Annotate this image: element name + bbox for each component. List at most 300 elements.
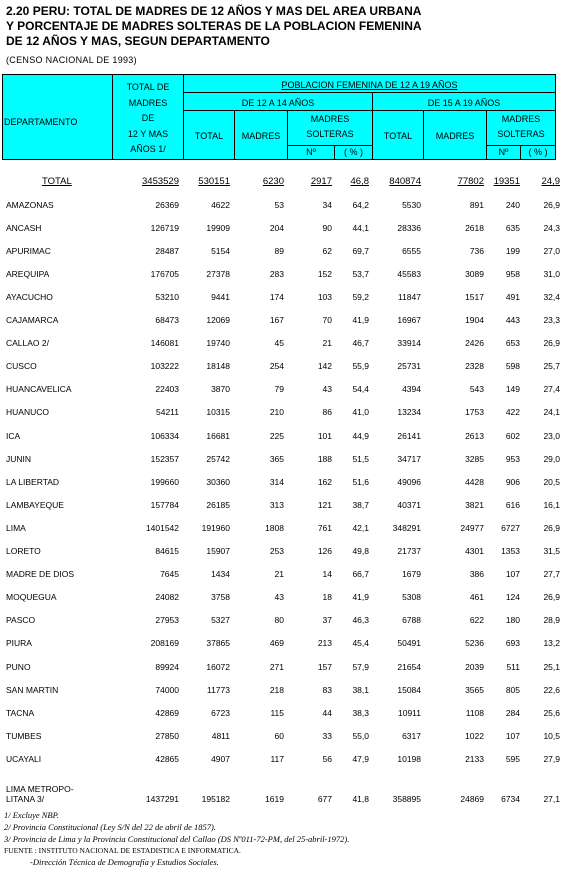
- table-row: [0, 540, 560, 563]
- value-cell: 23,3: [543, 315, 560, 326]
- value-cell: 157784: [150, 499, 179, 510]
- value-cell: 176705: [150, 268, 179, 279]
- value-cell: 53,7: [352, 268, 369, 279]
- value-cell: 15084: [397, 684, 421, 695]
- value-cell: 24977: [460, 522, 484, 533]
- value-cell: 16,1: [543, 499, 560, 510]
- value-cell: 84615: [155, 546, 179, 557]
- footnote-3: 3/ Provincia de Lima y la Provincia Constitucional del Callao (DS Nº011-72-PM, del 25-abril-1972).: [4, 833, 350, 844]
- table-row: [0, 216, 560, 239]
- value-cell: 530151: [198, 176, 230, 188]
- department-cell: AMAZONAS: [6, 199, 54, 210]
- value-cell: 115: [270, 707, 284, 718]
- department-cell: APURIMAC: [6, 245, 51, 256]
- value-cell: 635: [505, 222, 520, 233]
- department-cell: TACNA: [6, 707, 35, 718]
- value-cell: 14: [322, 569, 332, 580]
- value-cell: 53210: [155, 292, 179, 303]
- value-cell: 86: [322, 407, 332, 418]
- value-cell: 74000: [155, 684, 179, 695]
- department-cell: TUMBES: [6, 730, 42, 741]
- value-cell: 21737: [397, 546, 421, 557]
- value-cell: 45,4: [352, 638, 369, 649]
- value-cell: 46,8: [350, 176, 369, 188]
- header-total-madres: TOTAL DE MADRES DE 12 Y MAS AÑOS 1/: [126, 82, 170, 154]
- value-cell: 27378: [206, 268, 230, 279]
- value-cell: 1434: [211, 569, 230, 580]
- value-cell: 5530: [402, 199, 421, 210]
- value-cell: 5308: [402, 592, 421, 603]
- department-cell: MOQUEGUA: [6, 592, 57, 603]
- department-cell: MADRE DE DIOS: [6, 569, 75, 580]
- value-cell: 45: [274, 338, 284, 349]
- value-cell: 358895: [392, 794, 421, 805]
- table-row: [0, 355, 560, 378]
- value-cell: 25742: [206, 453, 230, 464]
- header-madres-12-14: MADRES: [241, 131, 281, 141]
- table-row: [0, 309, 560, 332]
- value-cell: 25,1: [543, 661, 560, 672]
- footnote-1: 1/ Excluye NBP.: [4, 810, 59, 820]
- table-header: [2, 74, 556, 160]
- value-cell: 906: [505, 476, 520, 487]
- value-cell: 283: [269, 268, 284, 279]
- value-cell: 20,5: [543, 476, 560, 487]
- value-cell: 44,9: [352, 430, 369, 441]
- value-cell: 54211: [155, 407, 179, 418]
- department-cell: JUNIN: [6, 453, 32, 464]
- value-cell: 25,6: [543, 707, 560, 718]
- value-cell: 677: [317, 794, 332, 805]
- total-row: [0, 170, 560, 193]
- value-cell: 157: [317, 661, 332, 672]
- value-cell: 2039: [465, 661, 484, 672]
- value-cell: 107: [505, 730, 520, 741]
- department-cell: AREQUIPA: [6, 268, 50, 279]
- value-cell: 10198: [397, 753, 421, 764]
- value-cell: 254: [269, 361, 284, 372]
- value-cell: 28487: [155, 245, 179, 256]
- value-cell: 146081: [150, 338, 179, 349]
- value-cell: 22,6: [543, 684, 560, 695]
- value-cell: 26,9: [543, 522, 560, 533]
- value-cell: 162: [317, 476, 332, 487]
- value-cell: 653: [505, 338, 520, 349]
- value-cell: 27,0: [543, 245, 560, 256]
- value-cell: 27,1: [543, 794, 560, 805]
- value-cell: 51,6: [352, 476, 369, 487]
- value-cell: 49096: [397, 476, 421, 487]
- department-cell: CUSCO: [6, 361, 37, 372]
- table-row: [0, 563, 560, 586]
- value-cell: 1401542: [145, 522, 179, 533]
- table-row-lima-metropolitana: [0, 770, 560, 805]
- value-cell: 2613: [465, 430, 484, 441]
- value-cell: 142: [317, 361, 332, 372]
- table-row: [0, 493, 560, 516]
- value-cell: 16072: [206, 661, 230, 672]
- department-cell: LIMA: [6, 522, 26, 533]
- footnote-2: 2/ Provincia Constitucional (Ley S/N del 22 de abril de 1857).: [4, 821, 216, 832]
- value-cell: 64,2: [352, 199, 369, 210]
- value-cell: 622: [469, 615, 484, 626]
- value-cell: 90: [322, 222, 332, 233]
- value-cell: 121: [317, 499, 332, 510]
- value-cell: 13,2: [543, 638, 560, 649]
- value-cell: 6734: [501, 794, 520, 805]
- value-cell: 24,1: [543, 407, 560, 418]
- value-cell: 4907: [211, 753, 230, 764]
- table-row: [0, 516, 560, 539]
- table-row: [0, 609, 560, 632]
- value-cell: 117: [270, 753, 284, 764]
- table-row: [0, 262, 560, 285]
- value-cell: 18148: [206, 361, 230, 372]
- value-cell: 51,5: [352, 453, 369, 464]
- value-cell: 4811: [211, 730, 230, 741]
- value-cell: 210: [269, 407, 284, 418]
- value-cell: 386: [469, 569, 484, 580]
- value-cell: 54,4: [352, 384, 369, 395]
- value-cell: 2618: [465, 222, 484, 233]
- value-cell: 240: [505, 199, 520, 210]
- table-row: [0, 747, 560, 770]
- header-grupo-15-19: DE 15 A 19 AÑOS: [427, 98, 501, 108]
- value-cell: 16681: [206, 430, 230, 441]
- header-numero-12-14: Nº: [306, 147, 316, 157]
- value-cell: 6788: [402, 615, 421, 626]
- value-cell: 38,7: [352, 499, 369, 510]
- table-row: [0, 724, 560, 747]
- value-cell: 253: [269, 546, 284, 557]
- table-row: [0, 332, 560, 355]
- header-departamento: DEPARTAMENTO: [4, 117, 78, 127]
- value-cell: 27,7: [543, 569, 560, 580]
- table-row: [0, 701, 560, 724]
- value-cell: 59,2: [352, 292, 369, 303]
- department-cell: PASCO: [6, 615, 36, 626]
- department-cell: HUANUCO: [6, 407, 49, 418]
- value-cell: 2328: [465, 361, 484, 372]
- department-cell: CAJAMARCA: [6, 315, 59, 326]
- table-row: [0, 378, 560, 401]
- value-cell: 174: [269, 292, 284, 303]
- data-table: [0, 170, 560, 805]
- value-cell: 15907: [206, 546, 230, 557]
- value-cell: 6723: [211, 707, 230, 718]
- value-cell: 204: [269, 222, 284, 233]
- value-cell: 1904: [465, 315, 484, 326]
- table-row: [0, 401, 560, 424]
- value-cell: 68473: [155, 315, 179, 326]
- value-cell: 27850: [155, 730, 179, 741]
- value-cell: 126: [317, 546, 332, 557]
- header-total-12-14: TOTAL: [194, 131, 224, 141]
- department-cell: LAMBAYEQUE: [6, 499, 64, 510]
- value-cell: 348291: [392, 522, 421, 533]
- value-cell: 422: [505, 407, 520, 418]
- value-cell: 26185: [206, 499, 230, 510]
- value-cell: 34717: [397, 453, 421, 464]
- value-cell: 199: [505, 245, 520, 256]
- value-cell: 55,9: [352, 361, 369, 372]
- value-cell: 26369: [155, 199, 179, 210]
- value-cell: 38,1: [352, 684, 369, 695]
- value-cell: 208169: [150, 638, 179, 649]
- header-poblacion: POBLACION FEMENINA DE 12 A 19 AÑOS: [281, 80, 458, 90]
- title-line-3: DE 12 AÑOS Y MAS, SEGUN DEPARTAMENTO: [6, 34, 270, 48]
- value-cell: 602: [505, 430, 520, 441]
- value-cell: 26141: [397, 430, 421, 441]
- value-cell: 31,5: [543, 546, 560, 557]
- value-cell: 6555: [402, 245, 421, 256]
- title-line-2: Y PORCENTAJE DE MADRES SOLTERAS DE LA POBLACION FEMENINA: [6, 19, 422, 33]
- value-cell: 4301: [465, 546, 484, 557]
- value-cell: 840874: [389, 176, 421, 188]
- value-cell: 101: [317, 430, 332, 441]
- value-cell: 191960: [201, 522, 230, 533]
- table-row: [0, 655, 560, 678]
- header-solteras-12-14: MADRES SOLTERAS: [306, 114, 354, 139]
- value-cell: 19909: [206, 222, 230, 233]
- table-row: [0, 678, 560, 701]
- value-cell: 80: [274, 615, 284, 626]
- value-cell: 57,9: [352, 661, 369, 672]
- department-cell: ICA: [6, 430, 21, 441]
- value-cell: 1679: [402, 569, 421, 580]
- page-title: [6, 4, 558, 49]
- header-total-15-19: TOTAL: [383, 131, 413, 141]
- value-cell: 89: [274, 245, 284, 256]
- table-row: [0, 285, 560, 308]
- page-subtitle: (CENSO NACIONAL DE 1993): [6, 55, 137, 65]
- header-grupo-12-14: DE 12 A 14 AÑOS: [241, 98, 315, 108]
- value-cell: 69,7: [352, 245, 369, 256]
- value-cell: 199660: [150, 476, 179, 487]
- value-cell: 53: [274, 199, 284, 210]
- value-cell: 616: [505, 499, 520, 510]
- value-cell: 18: [322, 592, 332, 603]
- value-cell: 24082: [155, 592, 179, 603]
- value-cell: 3758: [211, 592, 230, 603]
- value-cell: 107: [505, 569, 520, 580]
- table-row: [0, 193, 560, 216]
- value-cell: 5154: [211, 245, 230, 256]
- value-cell: 469: [269, 638, 284, 649]
- department-cell: ANCASH: [6, 222, 42, 233]
- value-cell: 7645: [160, 569, 179, 580]
- value-cell: 27953: [155, 615, 179, 626]
- value-cell: 33: [322, 730, 332, 741]
- value-cell: 29,0: [543, 453, 560, 464]
- value-cell: 24869: [460, 794, 484, 805]
- value-cell: 5236: [465, 638, 484, 649]
- department-cell: PIURA: [6, 638, 32, 649]
- value-cell: 805: [505, 684, 520, 695]
- value-cell: 1437291: [145, 794, 179, 805]
- value-cell: 50491: [397, 638, 421, 649]
- value-cell: 152357: [150, 453, 179, 464]
- value-cell: 24,3: [543, 222, 560, 233]
- value-cell: 167: [269, 315, 284, 326]
- value-cell: 958: [505, 268, 520, 279]
- value-cell: 1022: [465, 730, 484, 741]
- department-cell: AYACUCHO: [6, 292, 53, 303]
- value-cell: 26,9: [543, 199, 560, 210]
- value-cell: 43: [322, 384, 332, 395]
- value-cell: 4394: [402, 384, 421, 395]
- value-cell: 3453529: [142, 176, 179, 188]
- value-cell: 2133: [465, 753, 484, 764]
- department-cell: TOTAL: [42, 176, 72, 188]
- value-cell: 46,3: [352, 615, 369, 626]
- value-cell: 443: [505, 315, 520, 326]
- value-cell: 46,7: [352, 338, 369, 349]
- value-cell: 22403: [155, 384, 179, 395]
- value-cell: 9441: [211, 292, 230, 303]
- value-cell: 152: [317, 268, 332, 279]
- value-cell: 3870: [211, 384, 230, 395]
- value-cell: 25731: [397, 361, 421, 372]
- value-cell: 103: [317, 292, 332, 303]
- value-cell: 77802: [457, 176, 484, 188]
- table-row: [0, 239, 560, 262]
- value-cell: 4428: [465, 476, 484, 487]
- value-cell: 5327: [211, 615, 230, 626]
- table-row: [0, 447, 560, 470]
- table-row: [0, 424, 560, 447]
- value-cell: 45583: [397, 268, 421, 279]
- header-porcentaje-15-19: ( % ): [528, 147, 548, 157]
- value-cell: 195182: [201, 794, 230, 805]
- value-cell: 55,0: [352, 730, 369, 741]
- department-cell: HUANCAVELICA: [6, 384, 72, 395]
- value-cell: 271: [269, 661, 284, 672]
- value-cell: 13234: [397, 407, 421, 418]
- value-cell: 41,0: [352, 407, 369, 418]
- value-cell: 891: [469, 199, 484, 210]
- value-cell: 24,9: [541, 176, 560, 188]
- value-cell: 70: [322, 315, 332, 326]
- value-cell: 41,9: [352, 315, 369, 326]
- value-cell: 33914: [397, 338, 421, 349]
- value-cell: 41,9: [352, 592, 369, 603]
- value-cell: 23,0: [543, 430, 560, 441]
- value-cell: 598: [505, 361, 520, 372]
- value-cell: 10315: [206, 407, 230, 418]
- value-cell: 79: [274, 384, 284, 395]
- value-cell: 106334: [150, 430, 179, 441]
- department-cell: UCAYALI: [6, 753, 42, 764]
- value-cell: 225: [269, 430, 284, 441]
- value-cell: 180: [505, 615, 520, 626]
- value-cell: 6317: [402, 730, 421, 741]
- value-cell: 21654: [397, 661, 421, 672]
- value-cell: 26,9: [543, 592, 560, 603]
- value-cell: 1353: [501, 546, 520, 557]
- table-row: [0, 632, 560, 655]
- value-cell: 365: [269, 453, 284, 464]
- value-cell: 30360: [206, 476, 230, 487]
- value-cell: 6727: [501, 522, 520, 533]
- value-cell: 953: [505, 453, 520, 464]
- value-cell: 16967: [397, 315, 421, 326]
- value-cell: 3089: [465, 268, 484, 279]
- value-cell: 47,9: [352, 753, 369, 764]
- value-cell: 89924: [155, 661, 179, 672]
- value-cell: 42865: [155, 753, 179, 764]
- value-cell: 21: [274, 569, 284, 580]
- value-cell: 4622: [211, 199, 230, 210]
- value-cell: 34: [322, 199, 332, 210]
- value-cell: 1517: [465, 292, 484, 303]
- value-cell: 284: [505, 707, 520, 718]
- department-cell: LIMA METROPO- LITANA 3/: [6, 784, 74, 805]
- value-cell: 313: [269, 499, 284, 510]
- value-cell: 49,8: [352, 546, 369, 557]
- department-cell: LA LIBERTAD: [6, 476, 60, 487]
- value-cell: 25,7: [543, 361, 560, 372]
- header-porcentaje-12-14: ( % ): [344, 147, 363, 157]
- value-cell: 42,1: [352, 522, 369, 533]
- value-cell: 42869: [155, 707, 179, 718]
- value-cell: 736: [469, 245, 484, 256]
- value-cell: 11773: [206, 684, 230, 695]
- value-cell: 28,9: [543, 615, 560, 626]
- department-cell: SAN MARTIN: [6, 684, 59, 695]
- value-cell: 19740: [206, 338, 230, 349]
- value-cell: 543: [469, 384, 484, 395]
- value-cell: 37865: [206, 638, 230, 649]
- value-cell: 10911: [397, 707, 421, 718]
- value-cell: 27,4: [543, 384, 560, 395]
- value-cell: 1619: [265, 794, 284, 805]
- direction-note: -Dirección Técnica de Demografía y Estudios Sociales.: [30, 857, 219, 868]
- value-cell: 31,0: [543, 268, 560, 279]
- value-cell: 12069: [206, 315, 230, 326]
- header-numero-15-19: Nº: [498, 147, 509, 157]
- header-solteras-15-19: MADRES SOLTERAS: [497, 114, 545, 139]
- value-cell: 10,5: [543, 730, 560, 741]
- value-cell: 3285: [465, 453, 484, 464]
- value-cell: 461: [469, 592, 484, 603]
- department-cell: LORETO: [6, 546, 41, 557]
- value-cell: 188: [317, 453, 332, 464]
- value-cell: 83: [322, 684, 332, 695]
- value-cell: 511: [506, 661, 520, 672]
- value-cell: 149: [505, 384, 520, 395]
- value-cell: 491: [505, 292, 520, 303]
- value-cell: 28336: [397, 222, 421, 233]
- value-cell: 103222: [150, 361, 179, 372]
- value-cell: 40371: [397, 499, 421, 510]
- header-madres-15-19: MADRES: [435, 131, 475, 141]
- department-cell: CALLAO 2/: [6, 338, 49, 349]
- value-cell: 44,1: [352, 222, 369, 233]
- table-row: [0, 586, 560, 609]
- value-cell: 2917: [310, 176, 332, 188]
- value-cell: 126719: [150, 222, 179, 233]
- value-cell: 1108: [465, 707, 484, 718]
- value-cell: 11847: [397, 292, 421, 303]
- value-cell: 213: [317, 638, 332, 649]
- table-row: [0, 470, 560, 493]
- value-cell: 1808: [265, 522, 284, 533]
- value-cell: 21: [322, 338, 332, 349]
- value-cell: 27,9: [543, 753, 560, 764]
- value-cell: 66,7: [352, 569, 369, 580]
- value-cell: 60: [274, 730, 284, 741]
